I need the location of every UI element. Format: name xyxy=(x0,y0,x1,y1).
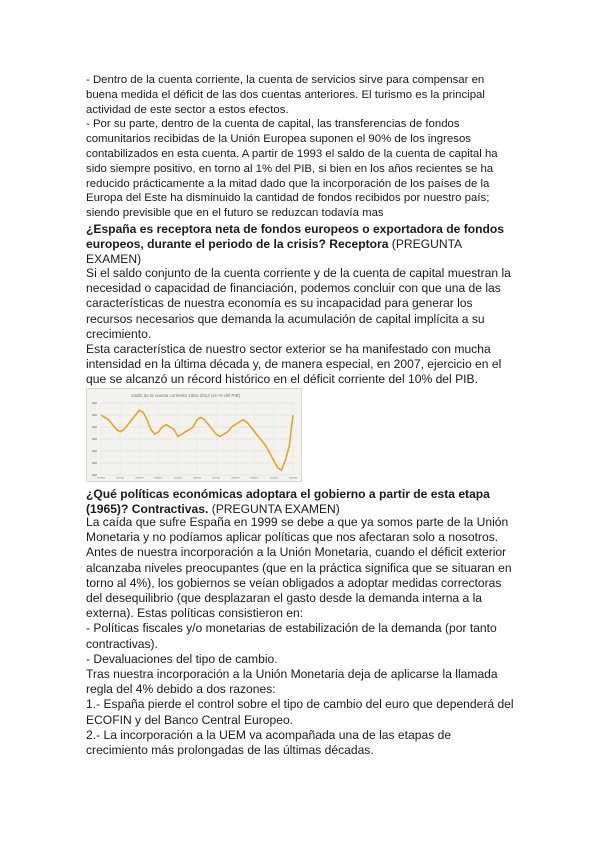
paragraph-capital: - Por su parte, dentro de la cuenta de capital, las transferencias de fondos comunitarios recibidas de la Unión Europea suponen el 90% de los ingresos contabilizados en esta cuenta. A partir de 1993 el saldo de la cuenta de capital ha sido siempre positivo, en torno al 1% del PIB, si bien en los años recientes se ha reducido prácticamente a la mitad dado que la incorporación de los países de la Europa del Este ha disminuido la cantidad de fondos recibidos por nuestro país; siendo previsible que en el futuro se reduzcan todavía mas xyxy=(86,118,498,220)
chart-y-tick-label xyxy=(92,402,97,404)
chart-x-tick-label xyxy=(251,477,259,479)
paragraph-caida-1999: La caída que sufre España en 1999 se debe a que ya somos parte de la Unión Monetaria y no podíamos aplicar políticas que nos afectaran solo a nosotros. xyxy=(86,515,509,545)
chart-x-tick-label xyxy=(155,477,163,479)
chart-x-tick-label xyxy=(231,477,239,479)
chart-y-tick-label xyxy=(92,474,97,476)
chart-x-tick-label xyxy=(135,477,143,479)
paragraph-servicios: - Dentro de la cuenta corriente, la cuenta de servicios sirve para compensar en buena medida el déficit de las dos cuentas anteriores. El turismo es la principal actividad de este sector a estos efectos. xyxy=(86,74,485,116)
paragraph-regla-4: Antes de nuestra incorporación a la Unión Monetaria, cuando el déficit exterior alcanzaba niveles preocupantes (que en la práctica significa que se situaran en torno al 4%), los gobiernos se veían obligados a adoptar medidas correctoras del desequilibrio (que desplazaran el gasto desde la demanda interna a la externa). Estas políticas consistieron en: xyxy=(86,545,512,621)
paragraph-tras-incorporacion: Tras nuestra incorporación a la Unión Monetaria deja de aplicarse la llamada regla del 4% debido a dos razones: xyxy=(86,667,498,697)
text-block-financiacion xyxy=(86,266,516,388)
question-note: (PREGUNTA EXAMEN) xyxy=(86,237,462,267)
list-item-razon-2: 2.- La incorporación a la UEM va acompañada una de las etapas de crecimiento más prolongadas de las últimas décadas. xyxy=(86,727,452,758)
chart-x-tick-label xyxy=(174,477,182,479)
chart-x-tick-label xyxy=(270,477,278,479)
question-text: ¿Qué políticas económicas adoptara el gobierno a partir de esta etapa (1965)? Contractivas. xyxy=(86,487,490,517)
current-account-chart xyxy=(87,389,301,481)
question-note: (PREGUNTA EXAMEN) xyxy=(208,502,340,517)
chart-y-tick-label xyxy=(92,414,97,416)
question-receptora xyxy=(86,222,516,268)
chart-x-tick-label xyxy=(212,477,220,479)
chart-y-tick-label xyxy=(92,462,97,464)
paragraph-deficit-2007: Esta característica de nuestro sector exterior se ha manifestado con mucha intensidad en la última década y, de manera especial, en 2007, ejercicio en el que se alcanzó un récord histórico en el déficit corriente del 10% del PIB. xyxy=(86,342,502,387)
current-account-chart-image xyxy=(86,388,302,482)
paragraph-financiacion: Si el saldo conjunto de la cuenta corriente y de la cuenta de capital muestran la necesidad o capacidad de financiación, podemos concluir con que una de las características de nuestra economía es su incapacidad para generar los recursos necesarios que demanda la acumulación de capital implícita a su crecimiento. xyxy=(86,266,511,341)
text-block-union-monetaria xyxy=(86,515,516,758)
text-block-cuentas xyxy=(86,73,516,221)
chart-x-tick-label xyxy=(97,477,105,479)
list-item-razon-1: 1.- España pierde el control sobre el tipo de cambio del euro que dependerá del ECOFIN y del Banco Central Europeo. xyxy=(86,697,514,727)
list-item-devaluaciones: - Devaluaciones del tipo de cambio. xyxy=(86,651,278,666)
chart-x-tick-label xyxy=(193,477,201,479)
chart-x-tick-label xyxy=(289,477,297,479)
chart-y-tick-label xyxy=(92,450,97,452)
question-text: ¿España es receptora neta de fondos europeos o exportadora de fondos europeos, durante el periodo de la crisis? Receptora xyxy=(86,222,504,252)
chart-title: Saldo de la cuenta corriente 1961-2014 (en % del PIB) xyxy=(131,393,241,398)
list-item-politicas-fiscales: - Políticas fiscales y/o monetarias de estabilización de la demanda (por tanto contractivas). xyxy=(86,621,497,651)
chart-y-tick-label xyxy=(92,426,97,428)
chart-y-tick-label xyxy=(92,438,97,440)
chart-x-tick-label xyxy=(116,477,124,479)
question-politicas xyxy=(86,487,516,517)
